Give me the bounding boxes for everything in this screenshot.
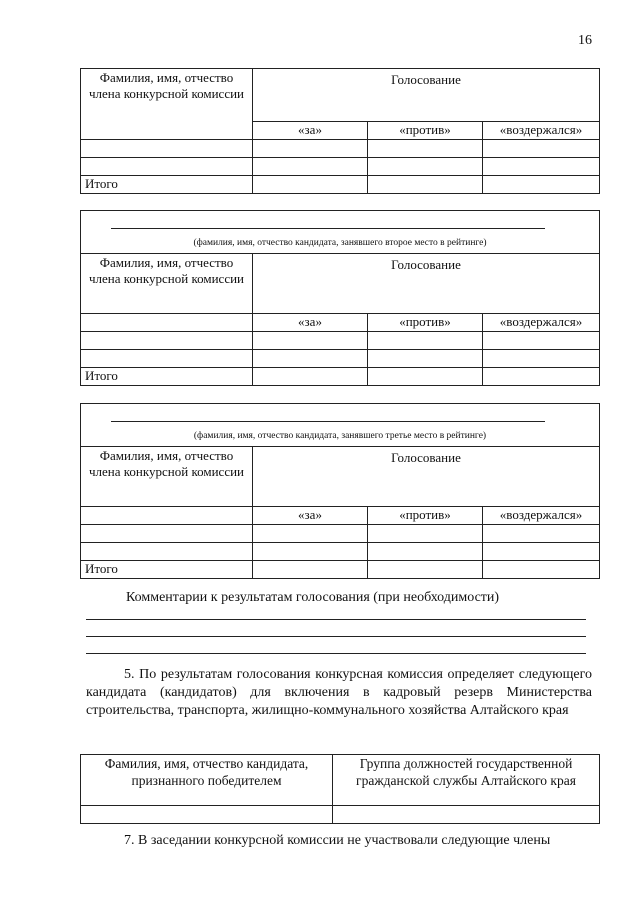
total-against[interactable]: [368, 561, 483, 579]
cell-for[interactable]: [253, 525, 368, 543]
cell-member[interactable]: [81, 158, 253, 176]
cell-for[interactable]: [253, 140, 368, 158]
option-abstain: «воздержался»: [483, 507, 600, 525]
comments-title: Комментарии к результатам голосования (при необходимости): [126, 590, 500, 605]
reserve-table: [80, 754, 600, 824]
member-name-header: Фамилия, имя, отчество члена конкурсной комиссии: [81, 254, 253, 314]
cell-abstain[interactable]: [483, 350, 600, 368]
option-for: «за»: [253, 122, 368, 140]
option-against: «против»: [368, 507, 483, 525]
section-7-paragraph: 7. В заседании конкурсной комиссии не участвовали следующие члены: [124, 833, 551, 848]
cell-member[interactable]: [81, 543, 253, 561]
total-abstain[interactable]: [483, 368, 600, 386]
table-row: [81, 332, 600, 350]
total-for[interactable]: [253, 561, 368, 579]
candidate-name-field[interactable]: [81, 404, 600, 447]
candidate-name-field[interactable]: [81, 211, 600, 254]
cell-for[interactable]: [253, 350, 368, 368]
table-row: [81, 158, 600, 176]
voting-header: Голосование: [253, 69, 600, 122]
total-for[interactable]: [253, 368, 368, 386]
option-for: «за»: [253, 507, 368, 525]
comment-line[interactable]: [86, 653, 586, 654]
cell-against[interactable]: [368, 158, 483, 176]
total-for[interactable]: [253, 176, 368, 194]
cell-member[interactable]: [81, 140, 253, 158]
voting-header: Голосование: [253, 254, 600, 314]
cell-against[interactable]: [368, 332, 483, 350]
total-row: [81, 561, 600, 579]
page-number: 16: [578, 33, 592, 48]
table-row: [81, 140, 600, 158]
cell-member[interactable]: [81, 332, 253, 350]
vote-table-3: [80, 403, 600, 579]
section-5-paragraph: 5. По результатам голосования конкурсная комиссия определяет следующего кандидата (кандидатов) для включения в кадровый резерв Министерства строительства, транспорта, жилищно-коммунального хозяйства Алтайского края: [86, 667, 592, 718]
cell-abstain[interactable]: [483, 525, 600, 543]
option-abstain: «воздержался»: [483, 122, 600, 140]
option-against: «против»: [368, 122, 483, 140]
cell-for[interactable]: [253, 332, 368, 350]
cell-for[interactable]: [253, 543, 368, 561]
total-abstain[interactable]: [483, 176, 600, 194]
voting-header: Голосование: [253, 447, 600, 507]
comment-line[interactable]: [86, 636, 586, 637]
option-abstain: «воздержался»: [483, 314, 600, 332]
total-row: [81, 368, 600, 386]
candidate-caption-second: (фамилия, имя, отчество кандидата, занявшего второе место в рейтинге): [193, 238, 487, 248]
candidate-name-line: [111, 228, 545, 229]
total-against[interactable]: [368, 368, 483, 386]
option-against: «против»: [368, 314, 483, 332]
cell-winner-name[interactable]: [81, 806, 333, 824]
member-name-header: Фамилия, имя, отчество члена конкурсной комиссии: [81, 69, 253, 140]
member-name-header: Фамилия, имя, отчество члена конкурсной комиссии: [81, 447, 253, 507]
total-abstain[interactable]: [483, 561, 600, 579]
total-label: Итого: [81, 176, 253, 194]
cell-abstain[interactable]: [483, 332, 600, 350]
vote-table-1: [80, 68, 600, 194]
total-label: Итого: [81, 368, 253, 386]
cell-member[interactable]: [81, 350, 253, 368]
cell-abstain[interactable]: [483, 140, 600, 158]
candidate-name-line: [111, 421, 545, 422]
cell-empty: [81, 314, 253, 332]
total-against[interactable]: [368, 176, 483, 194]
cell-abstain[interactable]: [483, 543, 600, 561]
total-label: Итого: [81, 561, 253, 579]
vote-table-2: [80, 210, 600, 386]
option-for: «за»: [253, 314, 368, 332]
position-group-header: Группа должностей государственной гражданской службы Алтайского края: [333, 755, 600, 806]
cell-member[interactable]: [81, 525, 253, 543]
table-row: [81, 525, 600, 543]
winner-name-header: Фамилия, имя, отчество кандидата, признанного победителем: [81, 755, 333, 806]
cell-position-group[interactable]: [333, 806, 600, 824]
total-row: [81, 176, 600, 194]
comment-line[interactable]: [86, 619, 586, 620]
table-row: [81, 350, 600, 368]
table-row: [81, 543, 600, 561]
cell-for[interactable]: [253, 158, 368, 176]
candidate-caption-third: (фамилия, имя, отчество кандидата, занявшего третье место в рейтинге): [193, 431, 487, 441]
cell-empty: [81, 507, 253, 525]
cell-abstain[interactable]: [483, 158, 600, 176]
cell-against[interactable]: [368, 350, 483, 368]
cell-against[interactable]: [368, 543, 483, 561]
cell-against[interactable]: [368, 525, 483, 543]
cell-against[interactable]: [368, 140, 483, 158]
